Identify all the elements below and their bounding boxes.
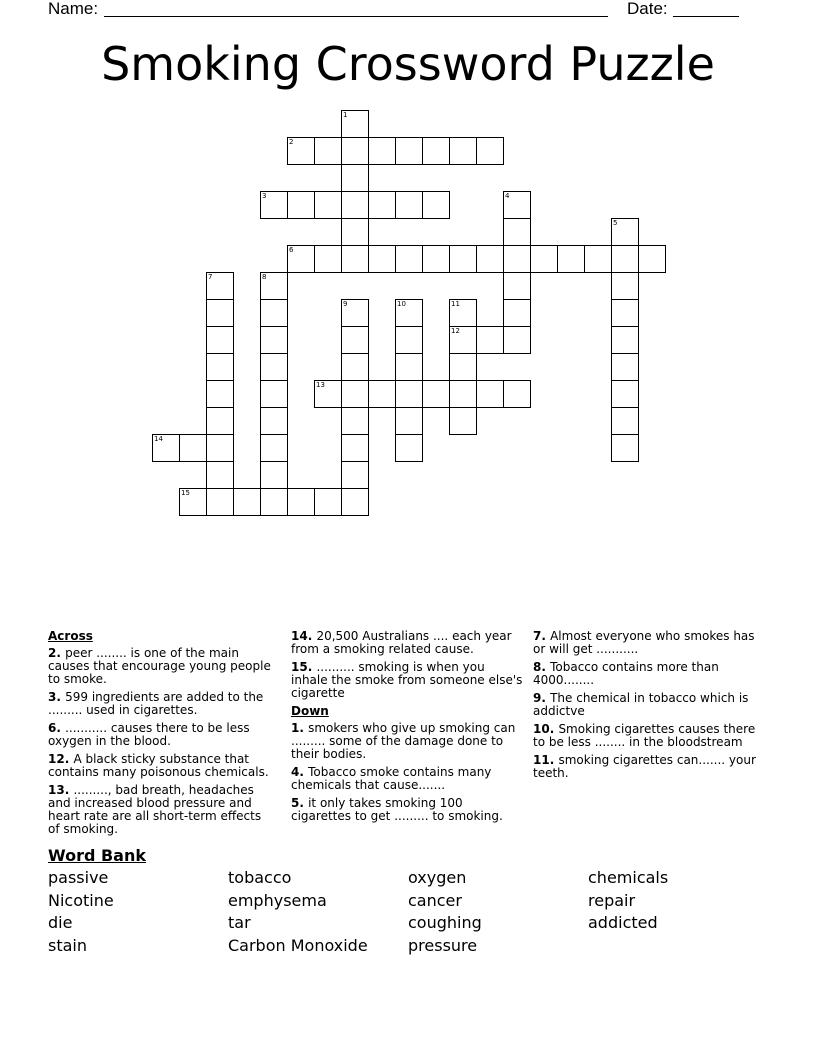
crossword-cell[interactable]: [341, 245, 369, 273]
word-bank-item: emphysema: [228, 890, 327, 910]
word-bank-item: chemicals: [588, 868, 669, 887]
crossword-cell[interactable]: [314, 488, 342, 516]
clues-column-3: [533, 630, 765, 785]
crossword-cell[interactable]: [611, 353, 639, 381]
clue-text: Smoking cigarettes causes there to be less ........ in the bloodstream: [533, 722, 756, 749]
clue-item: [291, 722, 523, 761]
clue-item: [291, 766, 523, 792]
clue-number: 6.: [48, 721, 66, 735]
crossword-cell[interactable]: [449, 326, 477, 354]
crossword-cell[interactable]: [341, 299, 369, 327]
crossword-cell[interactable]: [395, 434, 423, 462]
clues-column-1: [48, 630, 276, 841]
crossword-cell[interactable]: [287, 488, 315, 516]
crossword-cell[interactable]: [260, 488, 288, 516]
clue-number: 2: [289, 138, 294, 146]
clue-number: 10.: [533, 722, 559, 736]
crossword-cell[interactable]: [206, 461, 234, 489]
crossword-cell[interactable]: [341, 407, 369, 435]
clue-item: [48, 647, 276, 686]
crossword-cell[interactable]: [395, 245, 423, 273]
date-label: Date:: [627, 0, 668, 18]
clue-number: 7: [208, 273, 213, 281]
clue-number: 12.: [48, 752, 74, 766]
clue-item: [533, 661, 765, 687]
word-bank-item: stain: [48, 935, 87, 955]
crossword-cell[interactable]: [179, 488, 207, 516]
clue-number: 9.: [533, 691, 551, 705]
word-bank-item: repair: [588, 890, 636, 910]
crossword-cell[interactable]: [206, 407, 234, 435]
clue-number: 2.: [48, 646, 66, 660]
crossword-cell[interactable]: [260, 461, 288, 489]
clue-number: 6: [289, 246, 294, 254]
crossword-cell[interactable]: [260, 191, 288, 219]
crossword-cell[interactable]: [476, 380, 504, 408]
crossword-cell[interactable]: [368, 380, 396, 408]
clue-item: [291, 797, 523, 823]
clue-number: 15.: [291, 660, 317, 674]
clue-number: 4.: [291, 765, 309, 779]
clue-number: 11.: [533, 753, 559, 767]
crossword-cell[interactable]: [314, 191, 342, 219]
clue-number: 10: [397, 300, 406, 308]
crossword-cell[interactable]: [476, 245, 504, 273]
crossword-cell[interactable]: [638, 245, 666, 273]
clue-text: Tobacco smoke contains many chemicals that cause.......: [291, 765, 492, 792]
clue-item: [533, 630, 765, 656]
word-bank-item: tar: [228, 913, 251, 932]
crossword-cell[interactable]: [449, 407, 477, 435]
word-bank-item: passive: [48, 868, 109, 887]
clue-text: Tobacco contains more than 4000........: [533, 660, 719, 687]
clue-number: 12: [451, 327, 460, 335]
clue-number: 13: [316, 381, 325, 389]
clue-number: 3.: [48, 690, 66, 704]
crossword-cell[interactable]: [503, 245, 531, 273]
crossword-cell[interactable]: [260, 326, 288, 354]
crossword-cell[interactable]: [449, 380, 477, 408]
crossword-cell[interactable]: [341, 164, 369, 192]
clue-text: ........... causes there to be less oxygen in the blood.: [48, 721, 250, 748]
crossword-cell[interactable]: [395, 326, 423, 354]
crossword-cell[interactable]: [476, 326, 504, 354]
crossword-cell[interactable]: [503, 218, 531, 246]
word-bank-item: oxygen: [408, 868, 467, 887]
clue-number: 8: [262, 273, 267, 281]
crossword-cell[interactable]: [341, 488, 369, 516]
name-label: Name:: [48, 0, 99, 18]
clue-item: [533, 692, 765, 718]
word-bank-item: Nicotine: [48, 890, 114, 910]
crossword-cell[interactable]: [395, 191, 423, 219]
crossword-cell[interactable]: [179, 434, 207, 462]
crossword-cell[interactable]: [611, 434, 639, 462]
crossword-cell[interactable]: [503, 380, 531, 408]
word-bank-title: Word Bank: [48, 846, 147, 865]
clue-item: [533, 723, 765, 749]
crossword-cell[interactable]: [449, 353, 477, 381]
crossword-cell[interactable]: [206, 326, 234, 354]
crossword-cell[interactable]: [611, 299, 639, 327]
clue-number: 8.: [533, 660, 551, 674]
crossword-cell[interactable]: [449, 245, 477, 273]
crossword-cell[interactable]: [611, 326, 639, 354]
clue-item: [48, 753, 276, 779]
crossword-cell[interactable]: [395, 407, 423, 435]
crossword-cell[interactable]: [206, 488, 234, 516]
crossword-cell[interactable]: [260, 353, 288, 381]
crossword-cell[interactable]: [611, 407, 639, 435]
clue-item: [291, 661, 523, 700]
clue-number: 9: [343, 300, 348, 308]
crossword-cell[interactable]: [341, 461, 369, 489]
clue-text: it only takes smoking 100 cigarettes to get ......... to smoking.: [291, 796, 503, 823]
down-heading: Down: [291, 704, 329, 718]
clue-text: 20,500 Australians .... each year from a smoking related cause.: [291, 629, 512, 656]
crossword-cell[interactable]: [206, 380, 234, 408]
crossword-cell[interactable]: [530, 245, 558, 273]
crossword-cell[interactable]: [449, 137, 477, 165]
crossword-cell[interactable]: [341, 326, 369, 354]
clue-item: [533, 754, 765, 780]
crossword-cell[interactable]: [395, 380, 423, 408]
clue-text: 599 ingredients are added to the ......... used in cigarettes.: [48, 690, 264, 717]
crossword-cell[interactable]: [233, 488, 261, 516]
crossword-cell[interactable]: [503, 272, 531, 300]
clue-item: [48, 784, 276, 836]
word-bank-item: coughing: [408, 913, 482, 932]
crossword-cell[interactable]: [368, 245, 396, 273]
clue-number: 14: [154, 435, 163, 443]
crossword-cell[interactable]: [422, 137, 450, 165]
crossword-cell[interactable]: [611, 380, 639, 408]
clue-number: 11: [451, 300, 460, 308]
crossword-cell[interactable]: [584, 245, 612, 273]
clue-text: peer ........ is one of the main causes that encourage young people to smoke.: [48, 646, 271, 686]
crossword-cell[interactable]: [260, 272, 288, 300]
clue-text: A black sticky substance that contains many poisonous chemicals.: [48, 752, 269, 779]
crossword-cell[interactable]: [503, 191, 531, 219]
crossword-cell[interactable]: [287, 245, 315, 273]
across-heading: Across: [48, 629, 93, 643]
crossword-cell[interactable]: [206, 353, 234, 381]
crossword-cell[interactable]: [341, 218, 369, 246]
crossword-cell[interactable]: [341, 353, 369, 381]
word-bank-item: tobacco: [228, 868, 292, 887]
clue-number: 14.: [291, 629, 317, 643]
crossword-cell[interactable]: [557, 245, 585, 273]
crossword-cell[interactable]: [206, 272, 234, 300]
clue-text: ........., bad breath, headaches and increased blood pressure and heart rate are all short-term effects of smoking.: [48, 783, 262, 836]
clues-column-2: [291, 630, 523, 828]
clue-number: 5.: [291, 796, 309, 810]
crossword-cell[interactable]: [395, 299, 423, 327]
name-field-line[interactable]: [104, 16, 608, 17]
clue-number: 7.: [533, 629, 551, 643]
clue-item: [291, 630, 523, 656]
crossword-cell[interactable]: [206, 434, 234, 462]
crossword-cell[interactable]: [422, 245, 450, 273]
clue-number: 5: [613, 219, 618, 227]
crossword-cell[interactable]: [314, 380, 342, 408]
word-bank-item: pressure: [408, 935, 478, 955]
crossword-cell[interactable]: [341, 380, 369, 408]
crossword-cell[interactable]: [368, 191, 396, 219]
clue-text: Almost everyone who smokes has or will get ...........: [533, 629, 755, 656]
clue-number: 1.: [291, 721, 309, 735]
crossword-cell[interactable]: [341, 137, 369, 165]
crossword-cell[interactable]: [260, 380, 288, 408]
crossword-cell[interactable]: [341, 191, 369, 219]
crossword-cell[interactable]: [260, 299, 288, 327]
crossword-cell[interactable]: [395, 353, 423, 381]
clue-number: 1: [343, 111, 348, 119]
crossword-cell[interactable]: [287, 191, 315, 219]
crossword-cell[interactable]: [368, 137, 396, 165]
crossword-cell[interactable]: [503, 299, 531, 327]
clue-text: .......... smoking is when you inhale the smoke from someone else's cigarette: [291, 660, 523, 700]
crossword-cell[interactable]: [611, 218, 639, 246]
clue-number: 3: [262, 192, 267, 200]
crossword-cell[interactable]: [260, 434, 288, 462]
clue-number: 15: [181, 489, 190, 497]
crossword-cell[interactable]: [341, 110, 369, 138]
crossword-cell[interactable]: [503, 326, 531, 354]
crossword-cell[interactable]: [476, 137, 504, 165]
clue-text: smokers who give up smoking can ......... some of the damage done to their bodies.: [291, 721, 516, 761]
crossword-cell[interactable]: [611, 245, 639, 273]
clue-number: 13.: [48, 783, 74, 797]
clue-text: The chemical in tobacco which is addictve: [533, 691, 749, 718]
clue-text: smoking cigarettes can....... your teeth.: [533, 753, 756, 780]
word-bank-item: addicted: [588, 913, 658, 932]
page-title: Smoking Crossword Puzzle: [101, 37, 715, 91]
word-bank-item: cancer: [408, 890, 462, 910]
crossword-cell[interactable]: [395, 137, 423, 165]
crossword-cell[interactable]: [341, 434, 369, 462]
crossword-cell[interactable]: [422, 380, 450, 408]
crossword-cell[interactable]: [152, 434, 180, 462]
clue-number: 4: [505, 192, 510, 200]
crossword-cell[interactable]: [449, 299, 477, 327]
crossword-cell[interactable]: [206, 299, 234, 327]
clue-item: [48, 722, 276, 748]
crossword-cell[interactable]: [422, 191, 450, 219]
word-bank-item: die: [48, 913, 73, 932]
crossword-cell[interactable]: [287, 137, 315, 165]
crossword-cell[interactable]: [260, 407, 288, 435]
date-field-line[interactable]: [673, 16, 739, 17]
crossword-cell[interactable]: [611, 272, 639, 300]
crossword-cell[interactable]: [314, 245, 342, 273]
word-bank-item: Carbon Monoxide: [228, 935, 368, 955]
clue-item: [48, 691, 276, 717]
crossword-cell[interactable]: [314, 137, 342, 165]
